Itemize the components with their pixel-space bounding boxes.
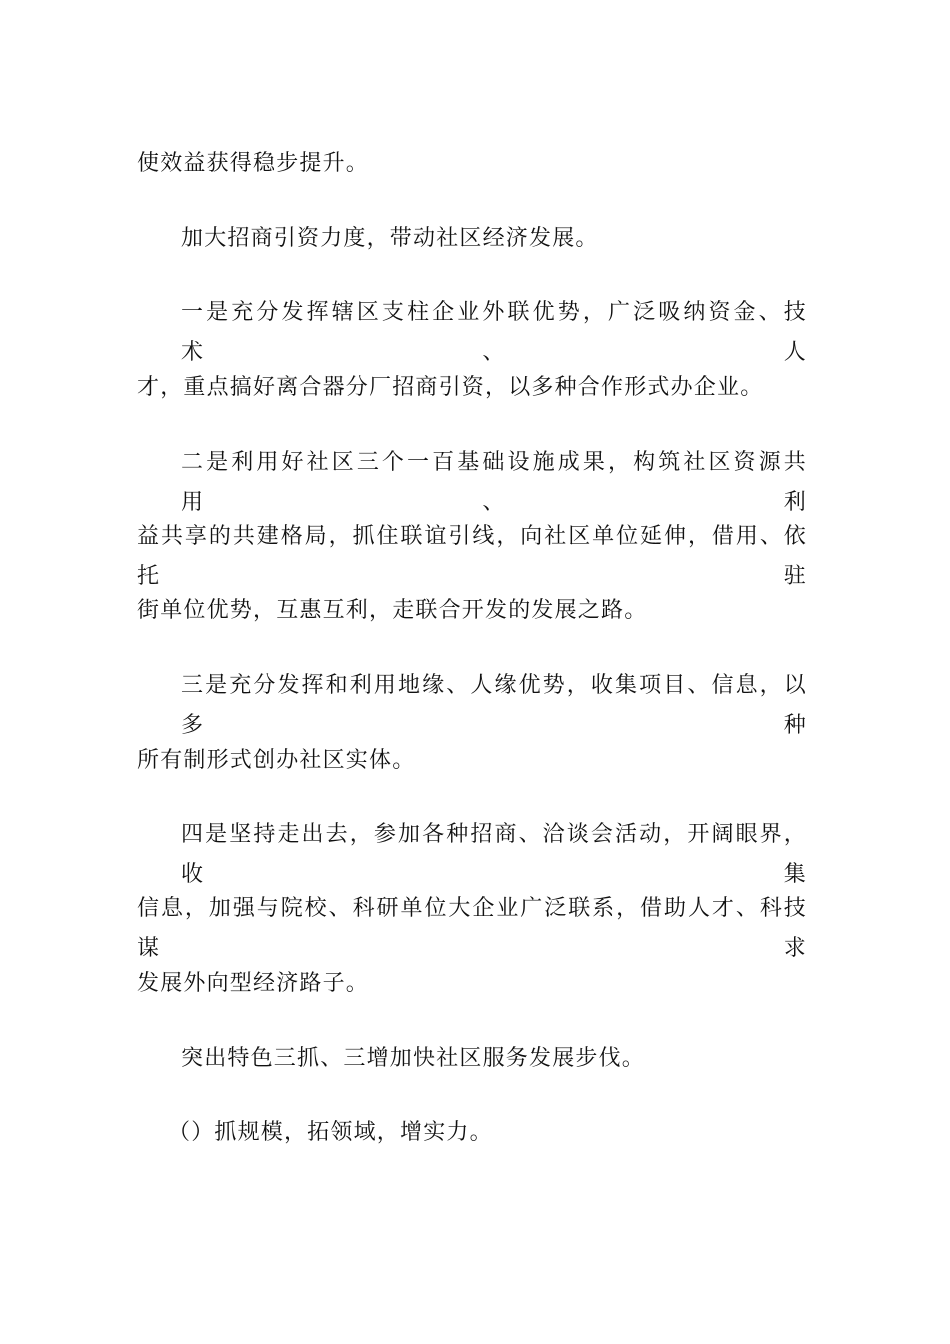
text-line: 益共享的共建格局，抓住联谊引线，向社区单位延伸，借用、依托驻 (137, 524, 807, 589)
text-line: 街单位优势，互惠互利，走联合开发的发展之路。 (137, 598, 648, 623)
paragraph-line: 加大招商引资力度，带动社区经济发展。 (181, 226, 599, 251)
text-line: 信息，加强与院校、科研单位大企业广泛联系，借助人才、科技谋求 (137, 896, 807, 961)
paragraph-line: 一是充分发挥辖区支柱企业外联优势，广泛吸纳资金、技术、人 (181, 300, 807, 365)
text-line: 所有制形式创办社区实体。 (137, 748, 416, 773)
paragraph-line: 二是利用好社区三个一百基础设施成果，构筑社区资源共用、利 (181, 450, 807, 515)
text-line: 发展外向型经济路子。 (137, 971, 370, 996)
text-line: 使效益获得稳步提升。 (137, 151, 370, 176)
paragraph-line: 突出特色三抓、三增加快社区服务发展步伐。 (181, 1046, 646, 1071)
text-line: 才，重点搞好离合器分厂招商引资，以多种合作形式办企业。 (137, 375, 764, 400)
paragraph-line: 三是充分发挥和利用地缘、人缘优势，收集项目、信息，以多种 (181, 673, 807, 738)
paragraph-line: （）抓规模，拓领域，增实力。 (168, 1120, 493, 1145)
paragraph-line: 四是坚持走出去，参加各种招商、洽谈会活动，开阔眼界，收集 (181, 822, 807, 887)
